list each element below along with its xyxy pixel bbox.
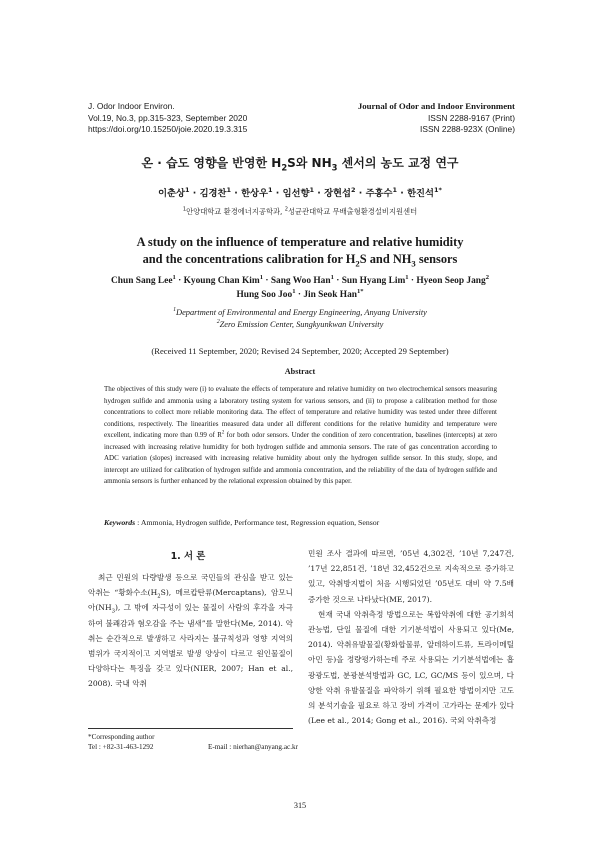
abstract-heading: Abstract	[284, 367, 316, 376]
english-title: A study on the influence of temperature and relative humidity and the concentrations calibration for $H_2S$ and $NH_3$ sensors	[136, 235, 464, 269]
body-column-right	[308, 546, 514, 728]
author-separator: ·	[333, 276, 342, 286]
corresponding-email[interactable]: E-mail : nierhan@anyang.ac.kr	[207, 743, 298, 751]
korean-affiliations: $^1$안양대학교 환경에너지공학과, $^2$성균관대학교 무배출형환경설비지원센터	[182, 206, 418, 216]
journal-short-name: J. Odor Indoor Environ.	[88, 101, 175, 111]
author-name: 한상우$^1$	[241, 185, 273, 199]
author-name: Hyeon Seop Jang$^2$	[416, 273, 489, 286]
right-paragraph-2: 현재 국내 악취측정 방법으로는 복합악취에 대한 공기희석관능법, 단일 물질에 대한 기기분석법이 사용되고 있다(Me, 2014). 악취유발물질(황화합물류, 알데하이드류, 트라이메틸아민 등)을 정량평가하는데 주로 사용되는 기기분석법에는 흡광광도법, 분광분석방법과 GC, LC, GC/MS 등이 있으며, 다양한 악취 유발물질을 파악하기 위해 필요한 방법이지만 고도의 분석기술을 필요로 하고 장비 가격이 고가라는 문제가 있다(Lee et al., 2014; Gong et al., 2016). 국외 악취측정	[308, 609, 514, 726]
volume-info: Vol.19, No.3, pp.315-323, September 2020	[88, 112, 248, 123]
author-separator: ·	[189, 188, 200, 199]
body-column-left: 최근 민원의 다량발생 등으로 국민들의 관심을 받고 있는 악취는 “황화수소$(H_2S)$, 메르캅탄류(Mercaptans), 암모니아$(NH_3)$, 그 밖에 자극성이 있는 물질이 사람의 후각을 자극하여 불쾌감과 혐오감을 주는 냄새”를 말한다(Me, 2014). 악취는 순간적으로 발생하고 사라지는 불규칙성과 영향 지역의 범위가 국지적이고 지역별로 발생 양상이 다르고 원인물질이 다양하다는 특징을 갖고 있다(NIER, 2007; Han et al., 2008). 국내 악취	[88, 573, 293, 689]
received-dates: (Received 11 September, 2020; Revised 24 September, 2020; Accepted 29 September)	[151, 346, 449, 356]
author-separator: ·	[408, 276, 417, 286]
right-paragraph-1: 민원 조사 결과에 따르면, ’05년 4,302건, ’10년 7,247건, ’17년 22,851건, ’18년 32,452건으로 지속적으로 증가하고 있고, 악취방지법이 처음 시행되었던 ’05년도 대비 약 7.5배 증가한 것으로 나타났다(ME, 2017).	[308, 549, 514, 604]
journal-full-name: Journal of Odor and Indoor Environment	[357, 101, 515, 111]
author-separator: ·	[262, 276, 271, 286]
author-name: Hung Soo Joo$^1$	[236, 287, 296, 300]
author-name: Jin Seok Han$^{1*}$	[303, 287, 364, 300]
author-name: 이춘상$^1$	[158, 185, 190, 199]
english-authors	[60, 274, 540, 302]
korean-title: 온 · 습도 영향을 반영한 $H_2S$와 $NH_3$ 센서의 농도 교정 연구	[141, 156, 459, 173]
issn-print: ISSN 2288-9167 (Print)	[427, 112, 515, 123]
corresponding-author-label: *Corresponding author	[88, 733, 155, 741]
author-name: Sun Hyang Lim$^1$	[341, 273, 409, 286]
author-separator: ·	[272, 188, 283, 199]
author-name: Chun Sang Lee$^1$	[111, 273, 176, 286]
author-name: 주홍수$^1$	[365, 185, 398, 199]
footnote	[88, 732, 298, 752]
author-name: Sang Woo Han$^1$	[270, 273, 334, 286]
author-name: 장현섭$^2$	[324, 185, 356, 199]
keywords-list: : Ammonia, Hydrogen sulfide, Performance test, Regression equation, Sensor	[135, 518, 380, 527]
author-name: 한진석$^{1*}$	[407, 185, 442, 199]
author-name: Kyoung Chan Kim$^1$	[183, 273, 263, 286]
page-number: 315	[293, 801, 307, 810]
keywords	[104, 518, 497, 527]
korean-authors	[60, 185, 540, 199]
corresponding-tel: Tel : +82-31-463-1292	[88, 743, 154, 751]
author-separator: ·	[355, 188, 366, 199]
author-name: 임선향$^1$	[282, 185, 315, 199]
section-title-introduction: 1. 서 론	[170, 551, 206, 562]
author-separator: ·	[295, 290, 304, 300]
issn-online: ISSN 2288-923X (Online)	[420, 124, 515, 134]
author-separator: ·	[231, 188, 242, 199]
author-separator: ·	[314, 188, 325, 199]
journal-header-right	[255, 101, 515, 136]
author-separator: ·	[397, 188, 408, 199]
footnote-divider	[88, 728, 293, 729]
doi-link[interactable]: https://doi.org/10.15250/joie.2020.19.3.315	[88, 124, 248, 134]
author-separator: ·	[175, 276, 184, 286]
abstract-body: The objectives of this study were (i) to evaluate the effects of temperature and relative humidity on two electrochemical sensors measuring hydrogen sulfide and ammonia using a laboratory testing system for various sensors, and (ii) to propose a calibration method for those concentrations to collect more reliable monitoring data. The effect of temperature and relative humidity was tested under three different conditions, respectively. The linearities measured data under all different conditions for the relative humidity and temperature were excellent, indicating more than 0.99 of $R^2$ for both odor sensors. Under the condition of zero concentration, baselines (intercepts) at zero increased with increasing relative humidity for both hydrogen sulfide and ammonia sensors. The rate of gas concentration according to ADC variation (slopes) increased with increasing relative humidity about only the hydrogen sulfide sensor. In this study, slope, and intercept are utilized for calibration of hydrogen sulfide and ammonia concentration, and the reliability of the data of hydrogen sulfide and ammonia sensors is further enhanced by the relational expression obtained by this paper.	[104, 385, 497, 486]
author-name: 김경찬$^1$	[199, 185, 232, 199]
keywords-label: Keywords	[104, 518, 136, 527]
english-affiliations: $^1$Department of Environmental and Energy Engineering, Anyang University $^2$Zero Emission Center, Sungkyunkwan University	[173, 307, 427, 329]
